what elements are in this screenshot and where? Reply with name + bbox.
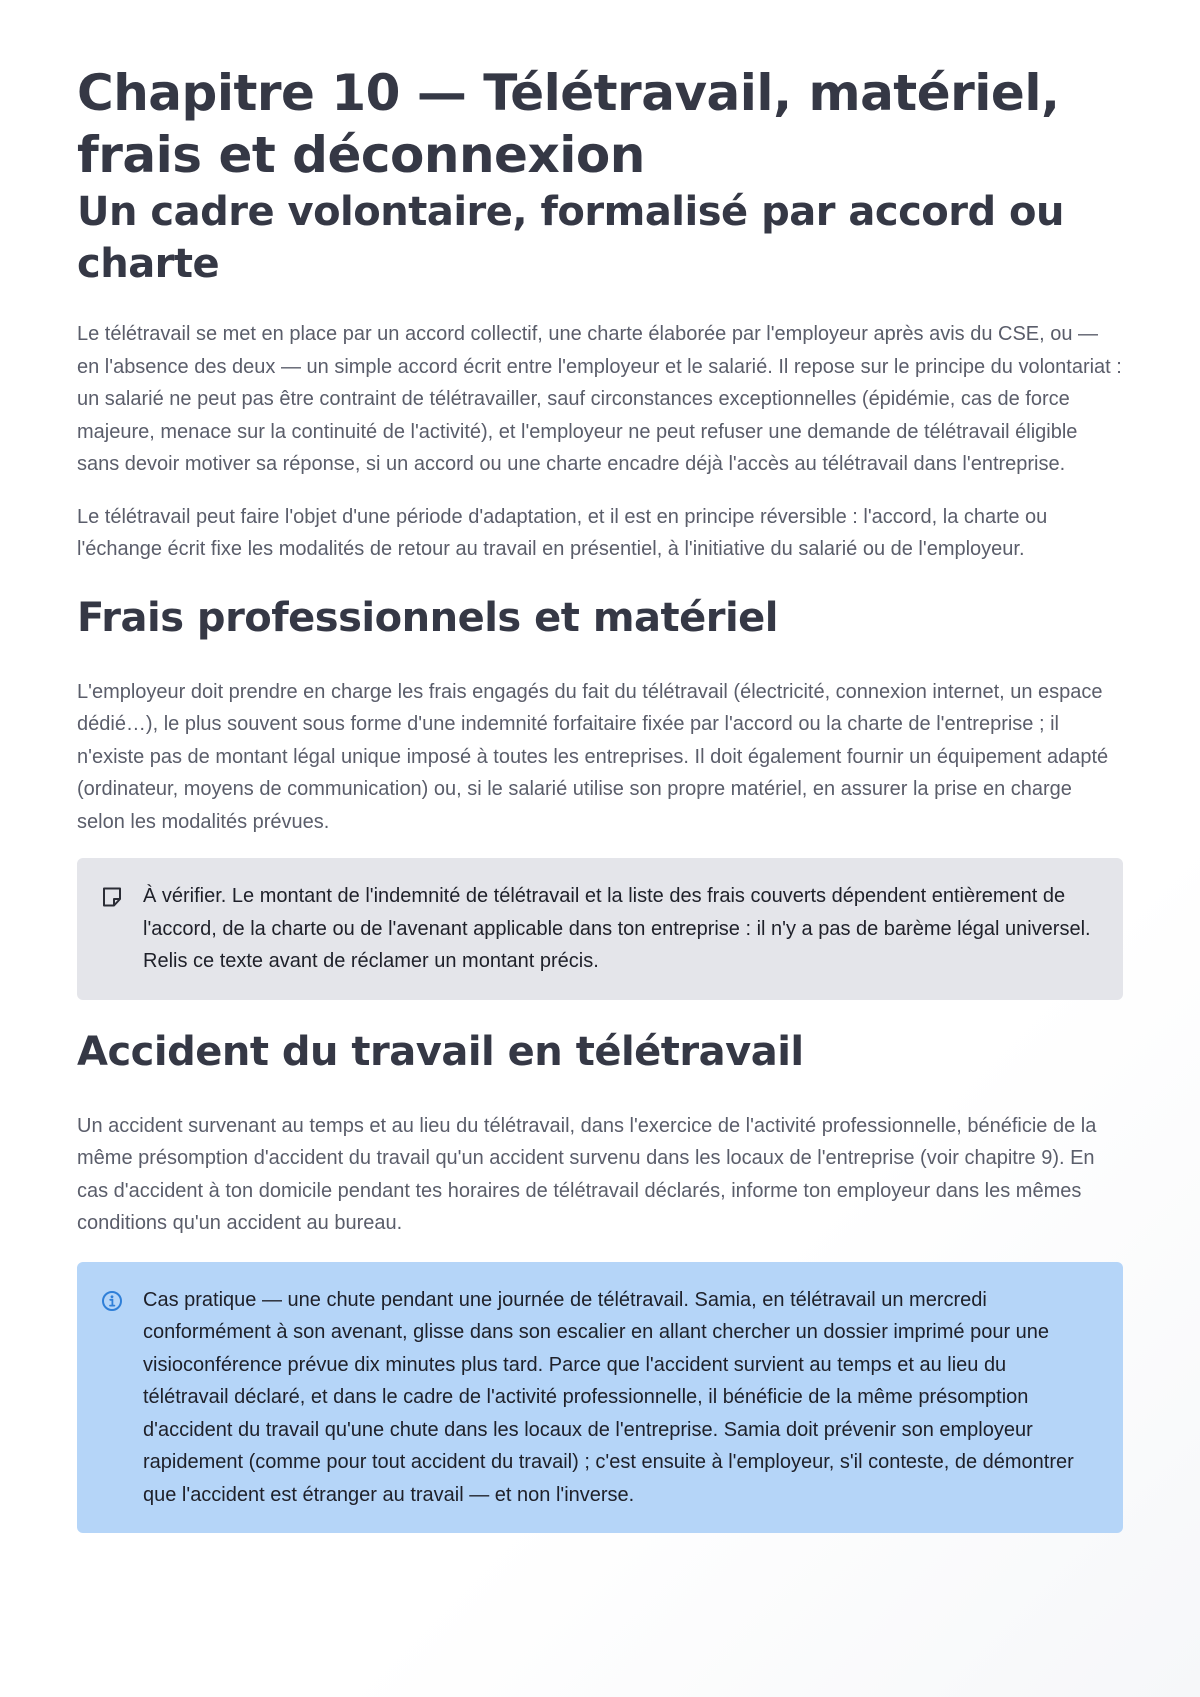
note-icon <box>101 886 123 908</box>
chapter-subtitle: Un cadre volontaire, formalisé par accord ou charte <box>77 189 1065 287</box>
section-heading-frais: Frais professionnels et matériel <box>77 594 779 641</box>
intro-paragraph-2: Le télétravail peut faire l'objet d'une période d'adaptation, et il est en principe réversible : l'accord, la charte ou l'échange écrit fixe les modalités de retour au travail en présentiel, à l'initiative du salarié ou de l'employeur. <box>77 505 1048 560</box>
intro-paragraph-1: Le télétravail se met en place par un accord collectif, une charte élaborée par l'employeur après avis du CSE, ou — en l'absence des deux — un simple accord écrit entre l'employeur et le salarié. Il repose sur le principe du volontariat : un salarié ne peut pas être contraint de télétravailler, sauf circonstances exceptionnelles (épidémie, cas de force majeure, menace sur la continuité de l'activité), et l'employeur ne peut refuser une demande de télétravail éligible sans devoir motiver sa réponse, si un accord ou une charte encadre déjà l'accès au télétravail dans l'entreprise. <box>77 323 1122 475</box>
note-text: À vérifier. Le montant de l'indemnité de télétravail et la liste des frais couverts dépendent entièrement de l'accord, de la charte ou de l'avenant applicable dans ton entreprise : il n'y a pas de barème légal universel. Relis ce texte avant de réclamer un montant précis. <box>143 885 1091 972</box>
accident-paragraph: Un accident survenant au temps et au lieu du télétravail, dans l'exercice de l'activité professionnelle, bénéficie de la même présomption d'accident du travail qu'un accident survenu dans les locaux de l'entreprise (voir chapitre 9). En cas d'accident à ton domicile pendant tes horaires de télétravail déclarés, informe ton employeur dans les mêmes conditions qu'un accident au bureau. <box>77 1114 1097 1234</box>
info-text: Cas pratique — une chute pendant une journée de télétravail. Samia, en télétravail un mercredi conformément à son avenant, glisse dans son escalier en allant chercher un dossier imprimé pour une visioconférence prévue dix minutes plus tard. Parce que l'accident survient au temps et au lieu du télétravail déclaré, et dans le cadre de l'activité professionnelle, il bénéficie de la même présomption d'accident du travail qu'une chute dans les locaux de l'entreprise. Samia doit prévenir son employeur rapidement (comme pour tout accident du travail) ; c'est ensuite à l'employeur, s'il conteste, de démontrer que l'accident est étranger au travail — et non l'inverse. <box>143 1288 1074 1506</box>
chapter-title: Chapitre 10 — Télétravail, matériel, frais et déconnexion <box>77 64 1060 184</box>
info-icon <box>101 1290 123 1312</box>
section-heading-accident: Accident du travail en télétravail <box>77 1028 804 1075</box>
info-callout <box>77 1262 1123 1534</box>
note-callout <box>77 858 1123 1000</box>
frais-paragraph: L'employeur doit prendre en charge les frais engagés du fait du télétravail (électricité, connexion internet, un espace dédié…), le plus souvent sous forme d'une indemnité forfaitaire fixée par l'accord ou la charte de l'entreprise ; il n'existe pas de montant légal unique imposé à toutes les entreprises. Il doit également fournir un équipement adapté (ordinateur, moyens de communication) ou, si le salarié utilise son propre matériel, en assurer la prise en charge selon les modalités prévues. <box>77 680 1109 833</box>
